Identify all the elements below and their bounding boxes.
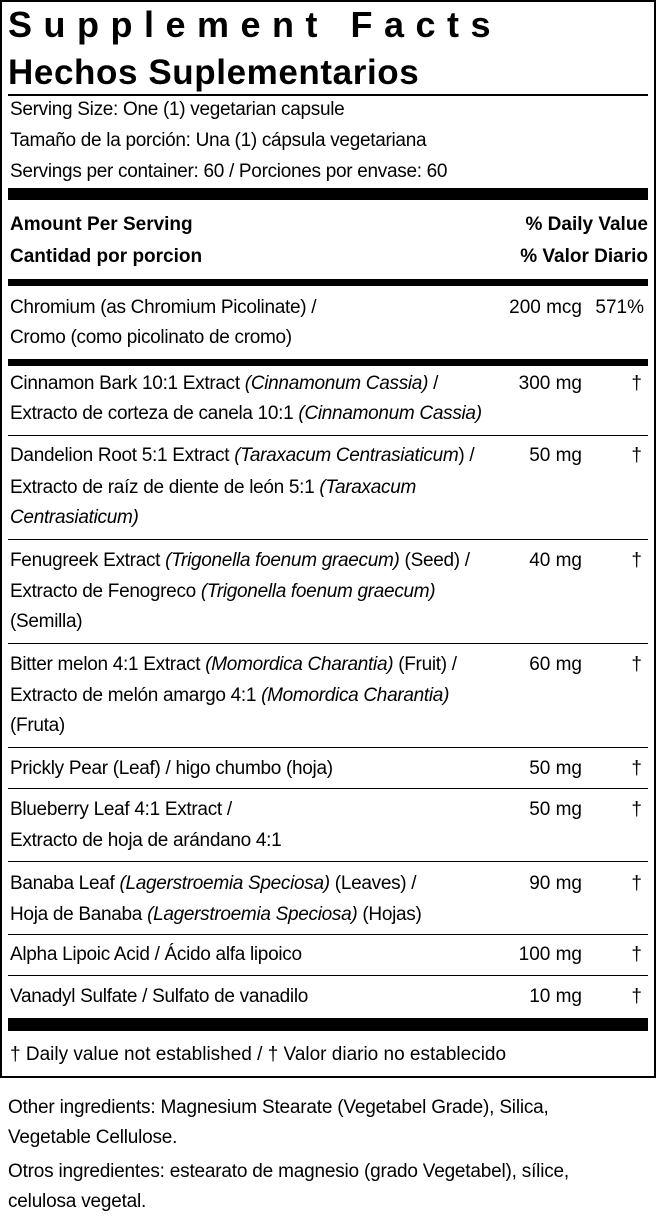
row-divider (8, 861, 648, 862)
dagger-symbol: † (631, 799, 642, 820)
daily-value-header-es: % Valor Diario (520, 246, 648, 267)
ingredient-name-es: Hoja de Banaba (Lagerstroemia Speciosa) (Hojas) (10, 904, 422, 925)
ingredient-name-es: Cromo (como picolinato de cromo) (10, 327, 292, 348)
ingredient-name-es-cont: Centrasiaticum) (10, 507, 139, 528)
ingredient-name-es: Extracto de Fenogreco (Trigonella foenum graecum) (10, 581, 436, 602)
footnote: † Daily value not established / † Valor diario no establecido (10, 1044, 507, 1065)
dagger-symbol: † (631, 550, 642, 571)
row-divider (8, 539, 648, 540)
thick-divider (8, 188, 648, 200)
ingredient-name: Banaba Leaf (Lagerstroemia Speciosa) (Leaves) / (10, 873, 417, 894)
amount-per-serving-header: Amount Per Serving (10, 214, 193, 235)
row-divider (8, 643, 648, 644)
row-divider (8, 435, 648, 436)
ingredient-amount: 10 mg (529, 986, 582, 1007)
ingredient-name: Alpha Lipoic Acid / Ácido alfa lipoico (10, 944, 302, 965)
other-ingredients-en-cont: Vegetable Cellulose. (8, 1127, 178, 1148)
row-divider (8, 788, 648, 789)
dagger-symbol: † (631, 373, 642, 394)
serving-size-es: Tamaño de la porción: Una (1) cápsula vegetariana (10, 130, 427, 151)
ingredient-name-es: Extracto de raíz de diente de león 5:1 (Taraxacum (10, 477, 417, 498)
ingredient-name: Prickly Pear (Leaf) / higo chumbo (hoja) (10, 758, 333, 779)
thick-divider (8, 1018, 648, 1031)
dagger-symbol: † (631, 986, 642, 1007)
other-ingredients-en: Other ingredients: Magnesium Stearate (Vegetabel Grade), Silica, (8, 1097, 549, 1118)
ingredient-amount: 60 mg (529, 654, 582, 675)
amount-per-serving-header-es: Cantidad por porcion (10, 246, 203, 267)
ingredient-name-es-cont: (Fruta) (10, 715, 65, 736)
row-divider (8, 747, 648, 748)
ingredient-name: Chromium (as Chromium Picolinate) / (10, 297, 317, 318)
title-spanish: Hechos Suplementarios (8, 53, 420, 92)
medium-divider (8, 279, 648, 286)
divider (8, 94, 648, 96)
ingredient-name: Blueberry Leaf 4:1 Extract / (10, 799, 232, 820)
dagger-symbol: † (631, 654, 642, 675)
dagger-symbol: † (631, 758, 642, 779)
ingredient-daily-value: 571% (595, 297, 644, 318)
ingredient-amount: 100 mg (518, 944, 582, 965)
other-ingredients-es: Otros ingredientes: estearato de magnesio (grado Vegetabel), sílice, (8, 1161, 569, 1182)
medium-divider (8, 359, 648, 366)
ingredient-amount: 200 mcg (509, 297, 582, 318)
ingredient-name: Fenugreek Extract (Trigonella foenum graecum) (Seed) / (10, 550, 470, 571)
ingredient-name: Dandelion Root 5:1 Extract (Taraxacum Centrasiaticum) / (10, 445, 475, 466)
ingredient-amount: 50 mg (529, 445, 582, 466)
ingredient-name: Vanadyl Sulfate / Sulfato de vanadilo (10, 986, 309, 1007)
row-divider (8, 934, 648, 935)
serving-size: Serving Size: One (1) vegetarian capsule (10, 99, 345, 120)
ingredient-name-es: Extracto de hoja de arándano 4:1 (10, 830, 282, 851)
ingredient-amount: 300 mg (518, 373, 582, 394)
ingredient-name-es: Extracto de corteza de canela 10:1 (Cinnamonum Cassia) (10, 403, 482, 424)
ingredient-amount: 50 mg (529, 799, 582, 820)
ingredient-amount: 50 mg (529, 758, 582, 779)
row-divider (8, 975, 648, 976)
ingredient-name-es-cont: (Semilla) (10, 611, 83, 632)
dagger-symbol: † (631, 944, 642, 965)
ingredient-amount: 40 mg (529, 550, 582, 571)
dagger-symbol: † (631, 445, 642, 466)
ingredient-name: Bitter melon 4:1 Extract (Momordica Charantia) (Fruit) / (10, 654, 457, 675)
daily-value-header: % Daily Value (525, 214, 648, 235)
servings-per-container: Servings per container: 60 / Porciones por envase: 60 (10, 161, 448, 182)
title-english: Supplement Facts (8, 4, 503, 45)
dagger-symbol: † (631, 873, 642, 894)
ingredient-name: Cinnamon Bark 10:1 Extract (Cinnamonum Cassia) / (10, 373, 439, 394)
other-ingredients-es-cont: celulosa vegetal. (8, 1191, 147, 1212)
ingredient-name-es: Extracto de melón amargo 4:1 (Momordica Charantia) (10, 685, 450, 706)
ingredient-amount: 90 mg (529, 873, 582, 894)
